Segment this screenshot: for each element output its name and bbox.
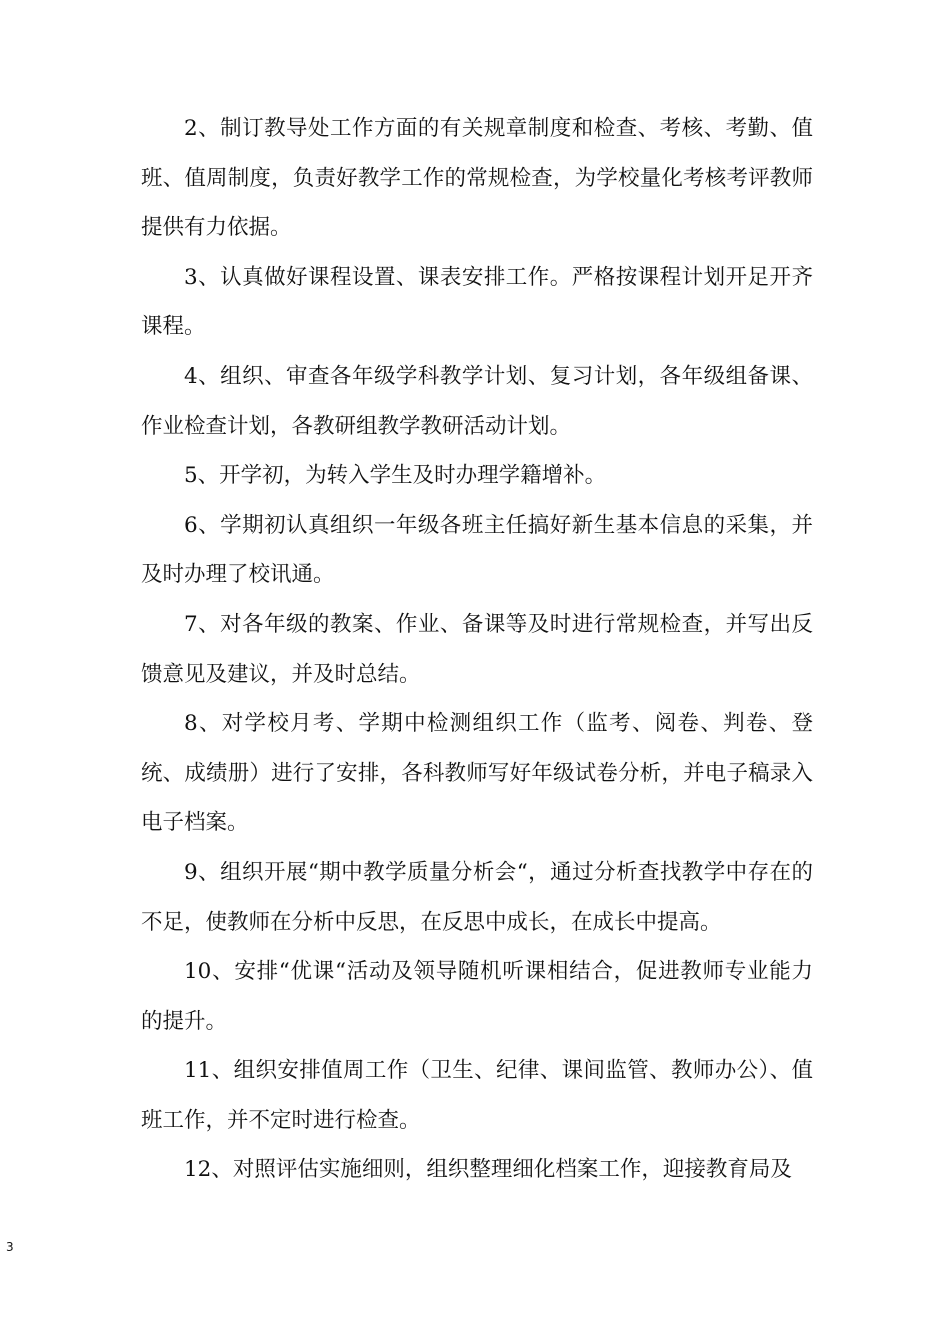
- document-body: [141, 104, 813, 1195]
- paragraph-item-7: 7、对各年级的教案、作业、备课等及时进行常规检查，并写出反馈意见及建议，并及时总结。: [141, 611, 813, 687]
- page-number: 3: [6, 1240, 14, 1254]
- paragraph-item-10: 10、安排“优课“活动及领导随机听课相结合，促进教师专业能力的提升。: [141, 959, 813, 1034]
- paragraph-item-3: 3、认真做好课程设置、课表安排工作。严格按课程计划开足开齐课程。: [141, 264, 813, 340]
- paragraph-item-5: 5、开学初，为转入学生及时办理学籍增补。: [184, 463, 607, 489]
- paragraph-item-4: 4、组织、审查各年级学科教学计划、复习计划，各年级组备课、作业检查计划，各教研组教学教研活动计划。: [141, 363, 813, 439]
- paragraph-item-6: 6、学期初认真组织一年级各班主任搞好新生基本信息的采集，并及时办理了校讯通。: [141, 512, 813, 588]
- paragraph-item-11: 11、组织安排值周工作（卫生、纪律、课间监管、教师办公）、值班工作，并不定时进行检查。: [141, 1058, 813, 1133]
- paragraph-item-2: 2、制订教导处工作方面的有关规章制度和检查、考核、考勤、值班、值周制度，负责好教学工作的常规检查，为学校量化考核考评教师提供有力依据。: [141, 116, 813, 241]
- paragraph-item-8: 8、对学校月考、学期中检测组织工作（监考、阅卷、判卷、登统、成绩册）进行了安排，各科教师写好年级试卷分析，并电子稿录入电子档案。: [141, 711, 813, 836]
- paragraph-item-9: 9、组织开展“期中教学质量分析会“，通过分析查找教学中存在的不足，使教师在分析中反思，在反思中成长，在成长中提高。: [141, 859, 813, 935]
- paragraph-item-12: 12、对照评估实施细则，组织整理细化档案工作，迎接教育局及: [184, 1157, 792, 1183]
